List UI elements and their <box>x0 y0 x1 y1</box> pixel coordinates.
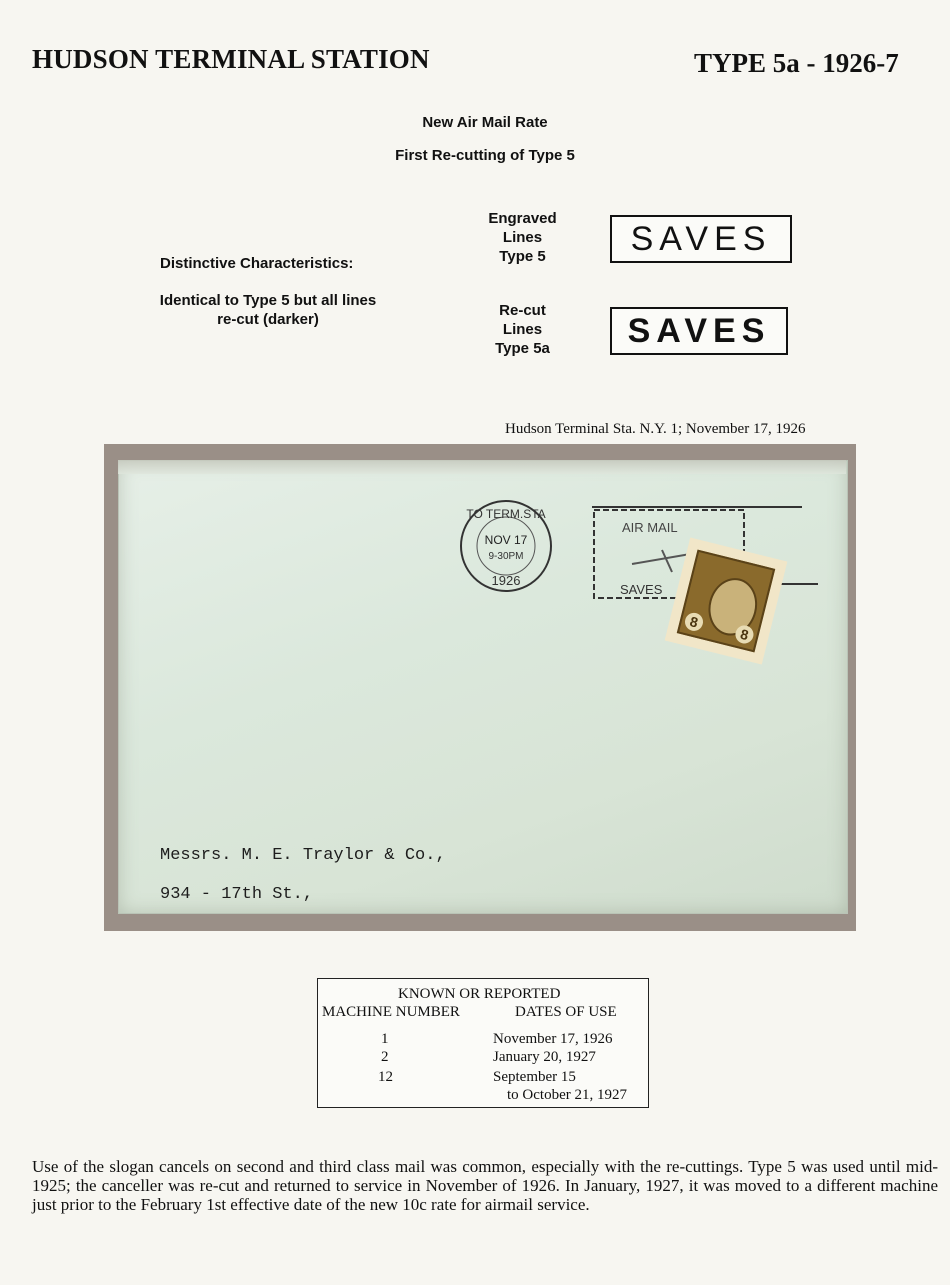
postmark-date: NOV 17 <box>484 533 528 547</box>
type-label: TYPE 5a - 1926-7 <box>694 48 899 78</box>
postmark-station: TO TERM.STA <box>466 507 546 521</box>
address-line1: Messrs. M. E. Traylor & Co., <box>160 846 446 865</box>
saves-engraved-box <box>610 215 792 263</box>
sample-recut-line1: Re-cut <box>499 302 546 319</box>
description-paragraph: Use of the slogan cancels on second and third class mail was common, especially with the re-cuttings. Type 5 was used until mid-1925; the canceller was re-cut and returned to service in November of 1926. In January, 1927, it was moved to a different machine just prior to the February 1st effective date of the new 10c rate for airmail service. <box>32 1157 938 1214</box>
table-row-date: November 17, 1926 <box>493 1031 613 1047</box>
portrait-icon <box>702 573 763 641</box>
recut-heading: First Re-cutting of Type 5 <box>395 147 575 164</box>
table-row-machine: 2 <box>381 1049 389 1065</box>
saves-recut-text: SAVES <box>627 311 771 350</box>
flag-airmail-text: AIR MAIL <box>622 520 678 535</box>
page-title: HUDSON TERMINAL STATION <box>32 44 430 74</box>
characteristics-heading: Distinctive Characteristics: <box>160 255 354 272</box>
sample-engraved-label <box>470 209 575 266</box>
postmark-time: 9-30PM <box>488 551 524 562</box>
table-header-machine: MACHINE NUMBER <box>322 1004 460 1020</box>
table-title: KNOWN OR REPORTED <box>398 986 561 1002</box>
saves-recut-box <box>610 307 788 355</box>
postmark-year: 1926 <box>491 573 521 588</box>
stamp-denomination-right: 8 <box>734 624 756 646</box>
characteristics-line1: Identical to Type 5 but all lines <box>159 292 377 309</box>
envelope-torn-edge <box>118 460 846 474</box>
table-row-machine: 12 <box>378 1069 393 1085</box>
address-line2: 934 - 17th St., <box>160 885 314 904</box>
table-row-date: January 20, 1927 <box>493 1049 596 1065</box>
sample-recut-line3: Type 5a <box>495 340 550 357</box>
table-row-continuation: to October 21, 1927 <box>507 1087 627 1103</box>
saves-engraved-text: SAVES <box>630 219 772 258</box>
table-row-date: September 15 <box>493 1069 576 1085</box>
stamp-denomination-left: 8 <box>683 611 705 633</box>
characteristics-line2: re-cut (darker) <box>217 311 319 328</box>
sample-recut-line2: Lines <box>502 321 543 338</box>
stamp-face <box>677 550 775 653</box>
sample-engraved-line1: Engraved <box>488 210 557 227</box>
sample-engraved-line2: Lines <box>502 229 543 246</box>
cover-caption: Hudson Terminal Sta. N.Y. 1; November 17, 1926 <box>505 421 806 437</box>
flag-saves-text: SAVES <box>620 582 663 597</box>
table-header-dates: DATES OF USE <box>515 1004 617 1020</box>
known-dates-table <box>317 978 649 1108</box>
sample-engraved-line3: Type 5 <box>499 248 546 265</box>
sample-recut-label <box>470 301 575 358</box>
rate-heading: New Air Mail Rate <box>422 114 548 131</box>
postmark-circle <box>456 496 556 596</box>
table-row-machine: 1 <box>381 1031 389 1047</box>
